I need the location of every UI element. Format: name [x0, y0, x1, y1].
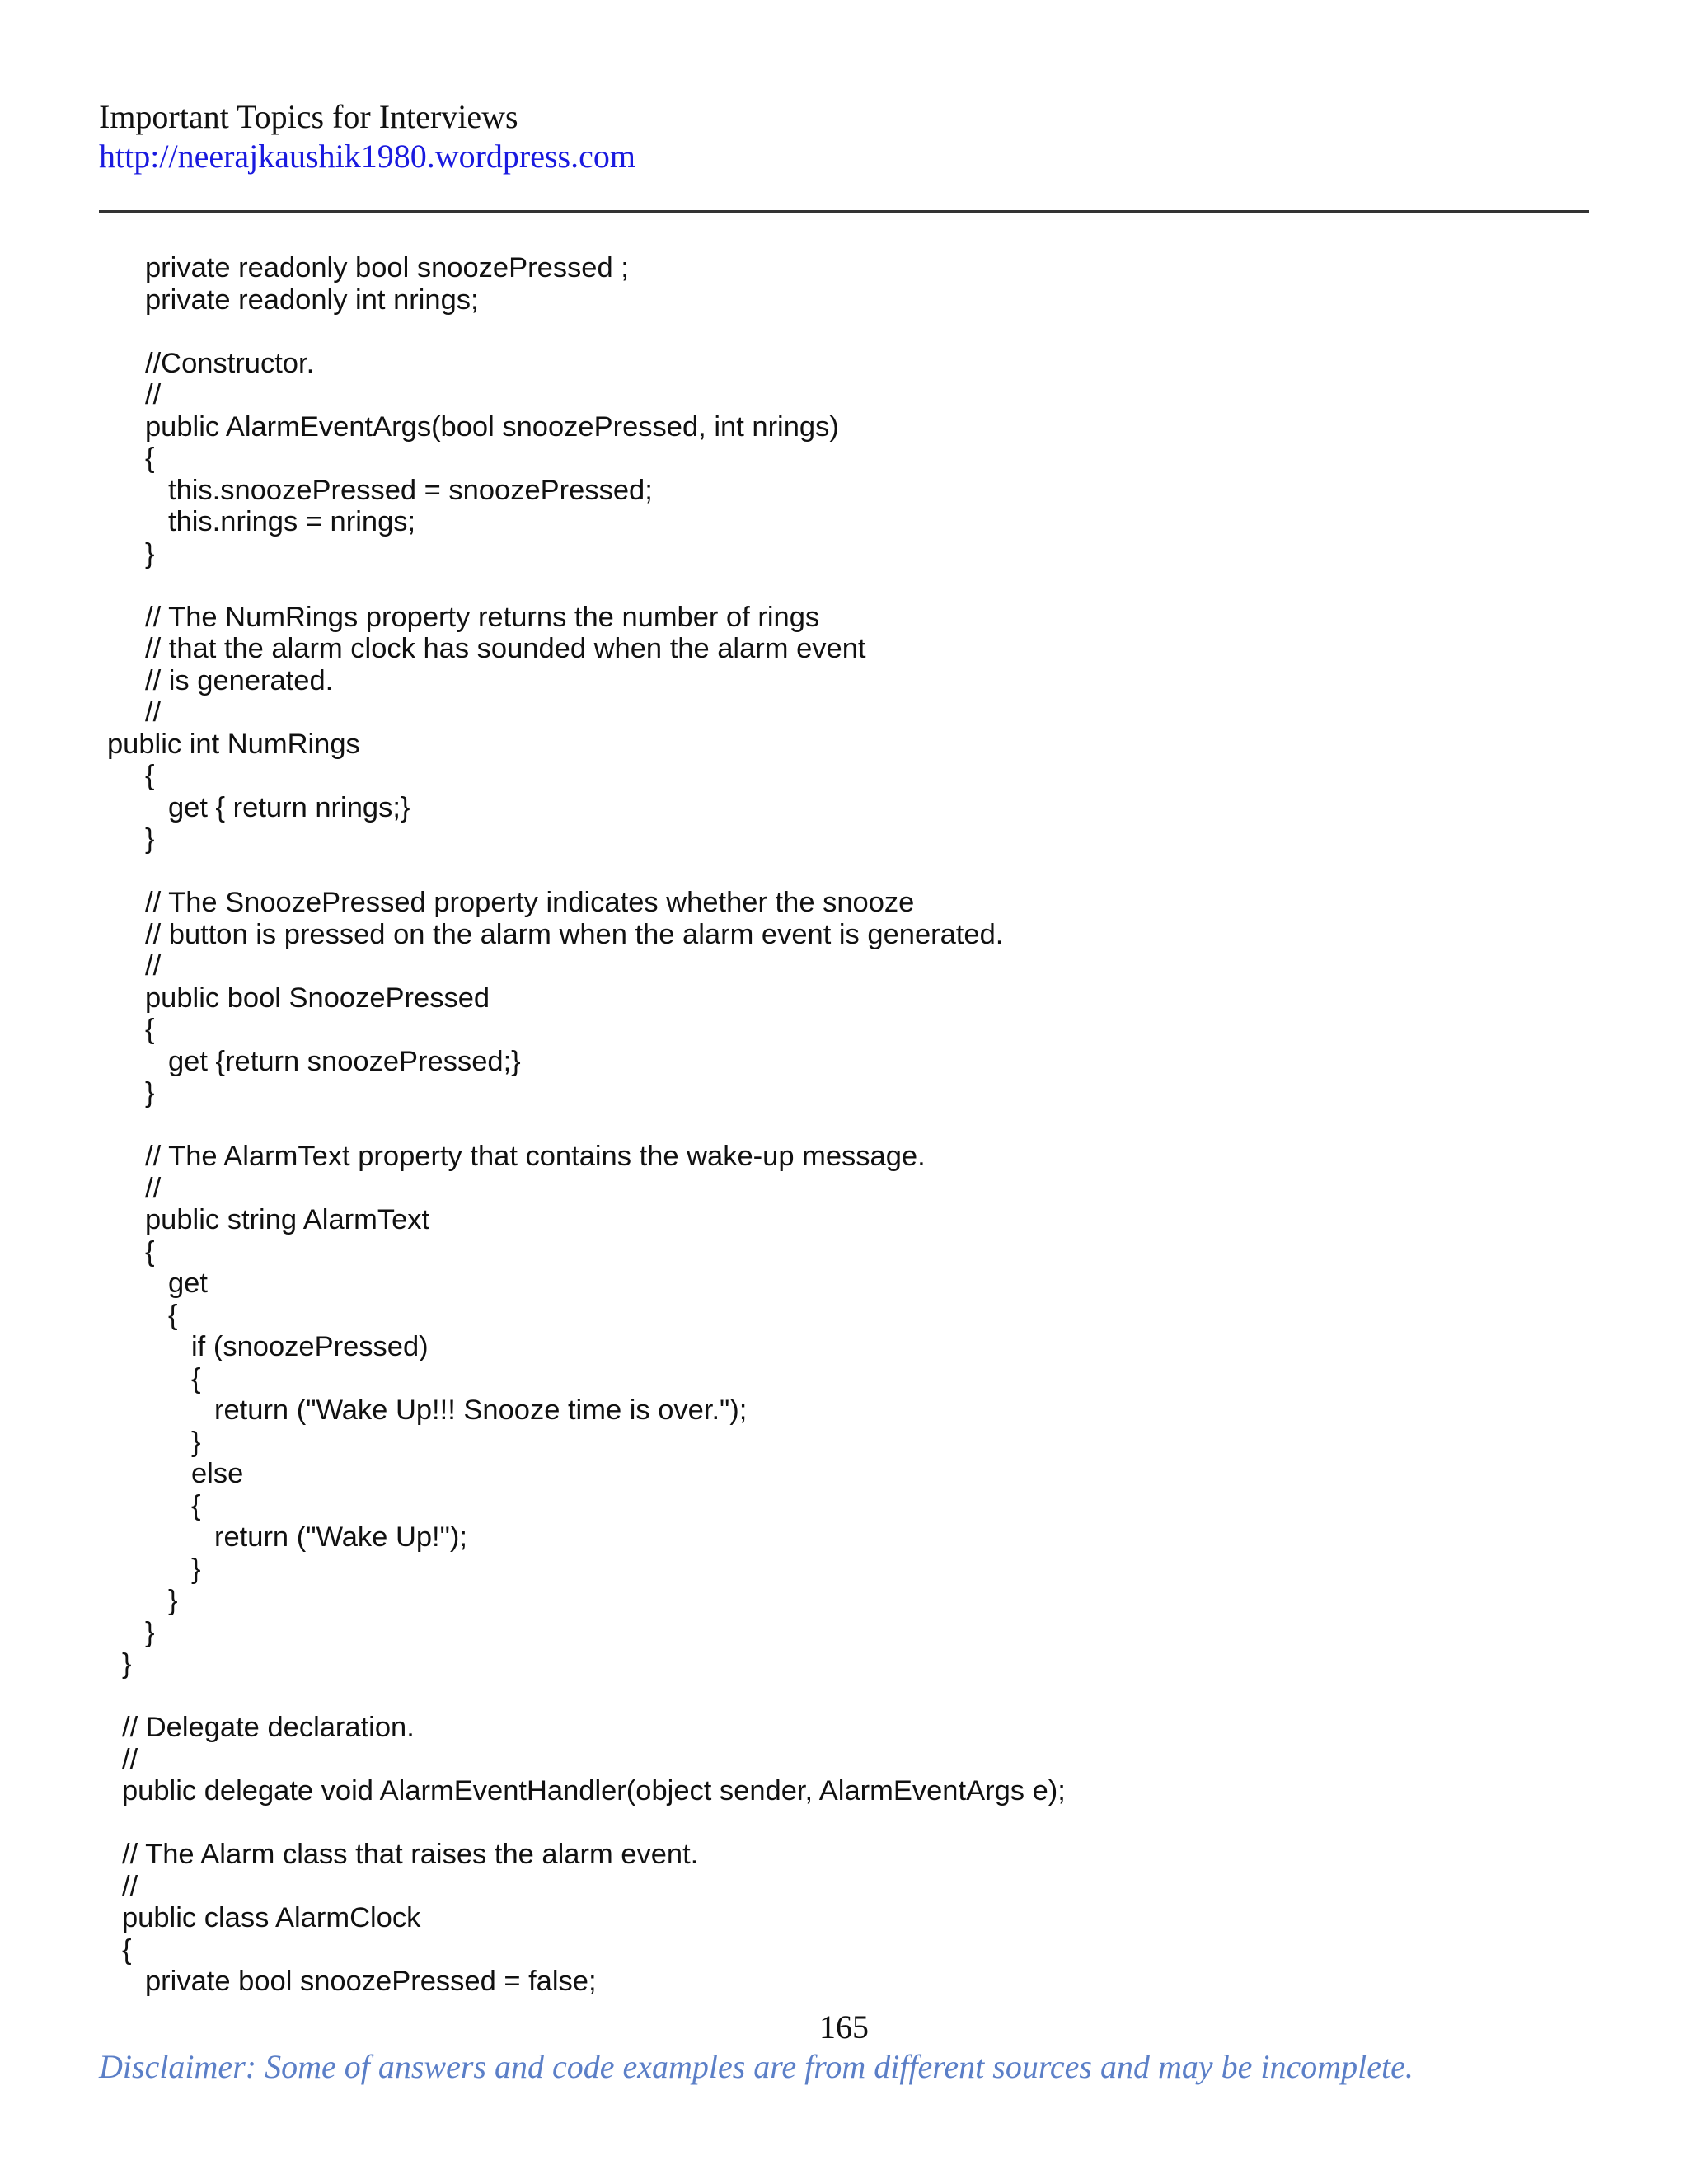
footer-disclaimer: Disclaimer: Some of answers and code examples are from different sources and may be incomplete.: [99, 2048, 1414, 2085]
code-line: {: [145, 443, 155, 474]
code-line: [145, 855, 1089, 888]
code-line: }: [122, 1648, 132, 1680]
code-line: // that the alarm clock has sounded when the alarm event: [145, 633, 866, 664]
code-line: }: [145, 1077, 155, 1108]
code-line: //: [122, 1870, 138, 1902]
code-line: //Constructor.: [145, 347, 315, 379]
code-line: private readonly int nrings;: [145, 284, 479, 316]
code-line: // The SnoozePressed property indicates whether the snooze: [145, 887, 915, 918]
code-line: [145, 316, 1089, 348]
header-url-link[interactable]: http://neerajkaushik1980.wordpress.com: [99, 138, 635, 175]
code-line: {: [122, 1933, 132, 1966]
code-line: // The AlarmText property that contains the wake-up message.: [145, 1141, 926, 1172]
code-line: get {return snoozePressed;}: [168, 1045, 521, 1077]
code-line: // The NumRings property returns the number of rings: [145, 601, 820, 633]
code-line: // is generated.: [145, 664, 334, 696]
code-line: [122, 1680, 1066, 1713]
code-line: {: [191, 1489, 201, 1521]
code-line: [145, 1109, 1089, 1141]
code-line: public bool SnoozePressed: [145, 982, 490, 1014]
code-line: get: [168, 1268, 208, 1299]
code-line: this.snoozePressed = snoozePressed;: [168, 474, 653, 506]
code-line: //: [145, 1172, 162, 1204]
code-line: get { return nrings;}: [168, 791, 410, 823]
code-line: // The Alarm class that raises the alarm event.: [122, 1839, 699, 1870]
code-line: [122, 1807, 1066, 1840]
code-line: {: [191, 1362, 201, 1394]
code-line: this.nrings = nrings;: [168, 506, 416, 537]
header-divider: [99, 210, 1589, 213]
code-line: public delegate void AlarmEventHandler(object sender, AlarmEventArgs e);: [122, 1775, 1066, 1807]
code-line: //: [145, 379, 162, 410]
code-line: //: [122, 1743, 138, 1775]
code-line: {: [168, 1299, 178, 1331]
code-line: // Delegate declaration.: [122, 1712, 415, 1743]
code-line: {: [145, 1014, 155, 1045]
code-line: else: [191, 1458, 244, 1489]
code-line: //: [145, 696, 162, 728]
page-number: 165: [819, 2008, 869, 2046]
code-line: {: [145, 1235, 155, 1268]
code-line: public string AlarmText: [145, 1204, 430, 1235]
code-line: public AlarmEventArgs(bool snoozePressed, int nrings): [145, 410, 839, 443]
code-line: if (snoozePressed): [191, 1331, 429, 1362]
code-line: }: [168, 1585, 178, 1616]
code-listing: [0, 252, 1066, 1998]
code-line: }: [145, 1616, 155, 1648]
code-line: }: [191, 1553, 201, 1585]
code-line: //: [145, 950, 162, 982]
code-line: return ("Wake Up!");: [214, 1521, 467, 1553]
code-line: public int NumRings: [107, 728, 360, 760]
code-line: }: [191, 1426, 201, 1458]
code-line: }: [145, 537, 155, 569]
header-title: Important Topics for Interviews: [99, 98, 518, 135]
code-line: {: [145, 760, 155, 791]
code-line: }: [145, 823, 155, 855]
code-line: [145, 569, 1089, 602]
code-line: public class AlarmClock: [122, 1902, 421, 1933]
code-line: private readonly bool snoozePressed ;: [145, 252, 629, 284]
code-line: return ("Wake Up!!! Snooze time is over.");: [214, 1394, 748, 1426]
code-line: private bool snoozePressed = false;: [145, 1966, 597, 1997]
code-line: // button is pressed on the alarm when the alarm event is generated.: [145, 918, 1004, 950]
